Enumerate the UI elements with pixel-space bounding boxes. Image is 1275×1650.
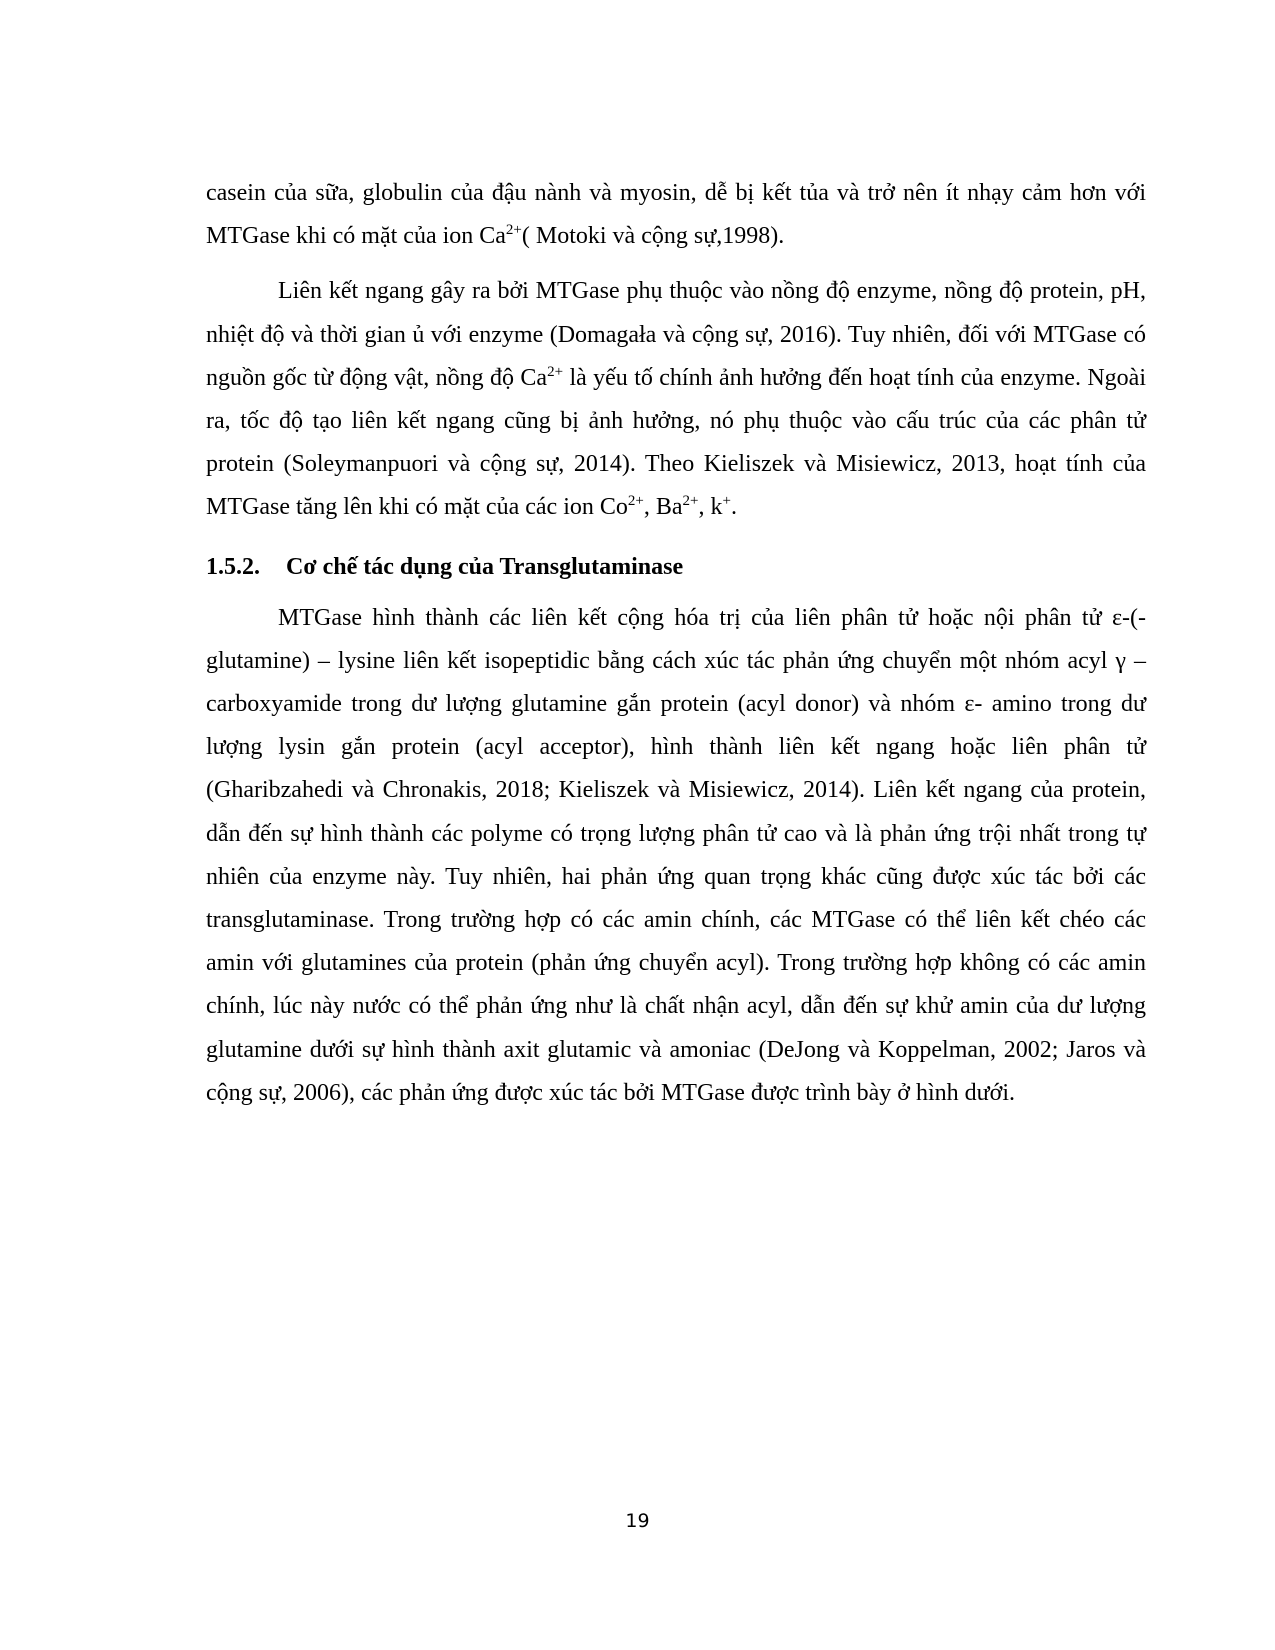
section-number: 1.5.2. [206, 553, 260, 580]
section-title: Cơ chế tác dụng của Transglutaminase [286, 553, 684, 580]
paragraph-3: MTGase hình thành các liên kết cộng hóa trị của liên phân tử hoặc nội phân tử ε-(-glutamine) – lysine liên kết isopeptidic bằng cách xúc tác phản ứng chuyển một nhóm acyl γ – carboxyamide trong dư lượng glutamine gắn protein (acyl donor) và nhóm ε- amino trong dư lượng lysin gắn protein (acyl acceptor), hình thành liên kết ngang hoặc liên phân tử (Gharibzahedi và Chronakis, 2018; Kieliszek và Misiewicz, 2014). Liên kết ngang của protein, dẫn đến sự hình thành các polyme có trọng lượng phân tử cao và là phản ứng trội nhất trong tự nhiên của enzyme này. Tuy nhiên, hai phản ứng quan trọng khác cũng được xúc tác bởi các transglutaminase. Trong trường hợp có các amin chính, các MTGase có thể liên kết chéo các amin với glutamines của protein (phản ứng chuyển acyl). Trong trường hợp không có các amin chính, lúc này nước có thể phản ứng như là chất nhận acyl, dẫn đến sự khử amin của dư lượng glutamine dưới sự hình thành axit glutamic và amoniac (DeJong và Koppelman, 2002; Jaros và cộng sự, 2006), các phản ứng được xúc tác bởi MTGase được trình bày ở hình dưới. [206, 604, 1146, 1106]
page-number: 19 [625, 1510, 650, 1532]
paragraph-1: casein của sữa, globulin của đậu nành và myosin, dễ bị kết tủa và trở nên ít nhạy cảm hơn với MTGase khi có mặt của ion $Ca^{2+}$( Motoki và cộng sự,1998). [206, 180, 1146, 250]
page-content [206, 172, 1146, 1115]
paragraph-2: Liên kết ngang gây ra bởi MTGase phụ thuộc vào nồng độ enzyme, nồng độ protein, pH, nhiệt độ và thời gian ủ với enzyme (Domagała và cộng sự, 2016). Tuy nhiên, đối với MTGase có nguồn gốc từ động vật, nồng độ $Ca^{2+}$ là yếu tố chính ảnh hưởng đến hoạt tính của enzyme. Ngoài ra, tốc độ tạo liên kết ngang cũng bị ảnh hưởng, nó phụ thuộc vào cấu trúc của các phân tử protein (Soleymanpuori và cộng sự, 2014). Theo Kieliszek và Misiewicz, 2013, hoạt tính của MTGase tăng lên khi có mặt của các ion $Co^{2+}$, $Ba^{2+}$, k+. [206, 278, 1146, 521]
section-heading [206, 546, 1146, 589]
